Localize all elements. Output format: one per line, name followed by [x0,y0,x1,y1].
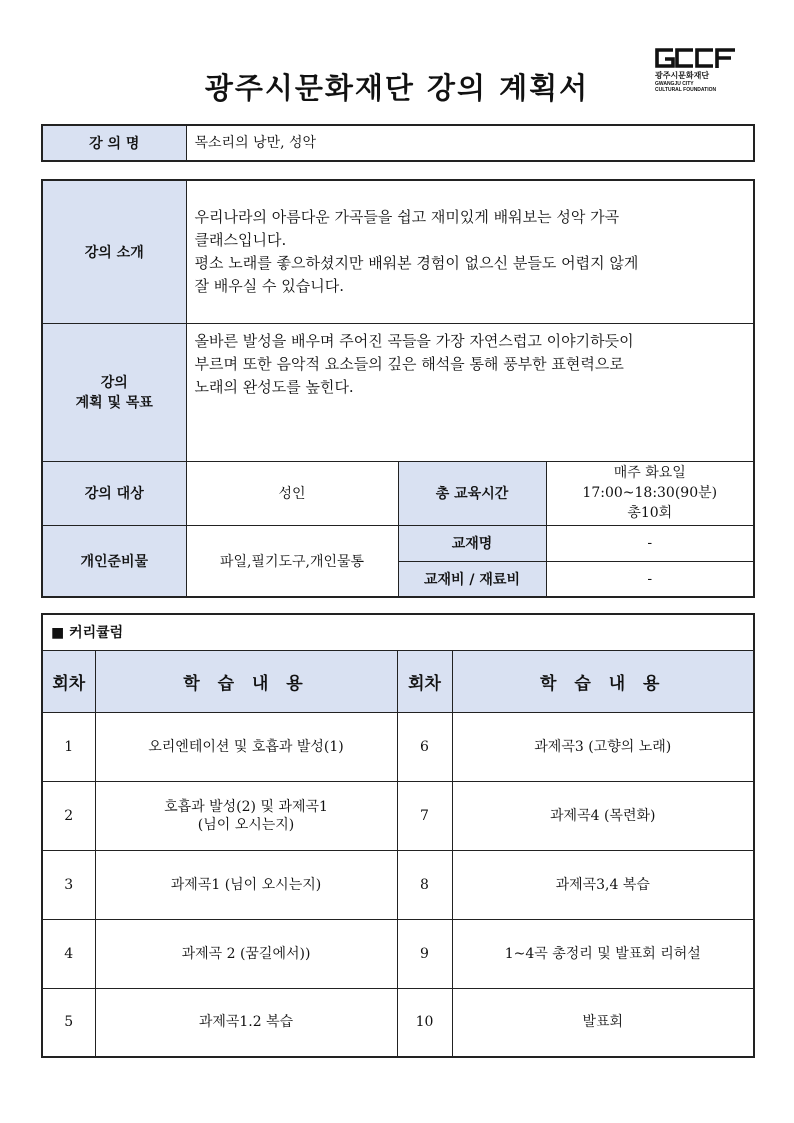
logo-korean-name: 광주시문화재단 [655,71,710,80]
curriculum-title: ■ 커리큘럼 [42,614,754,650]
session-content [95,988,397,1057]
content-line: 과제곡1.2 복습 [198,1014,294,1031]
plan-label-line: 계획 및 목표 [75,395,153,411]
intro-line: 클래스입니다. [194,230,287,249]
hours-line: 17:00~18:30(90분) [582,485,718,501]
course-name-table [41,124,755,162]
plan-line: 올바른 발성을 배우며 주어진 곡들을 가장 자연스럽고 이야기하듯이 [194,331,634,350]
content-header: 학 습 내 용 [95,650,397,712]
content-line: 과제곡3 (고향의 노래) [534,738,672,755]
session-content [452,712,754,781]
hours-value [546,461,754,525]
table-row [42,988,754,1057]
content-line: (님이 오시는지) [197,816,295,833]
intro-label: 강의 소개 [42,180,186,323]
logo-english-line1: GWANGJU CITY [655,81,694,87]
course-info-table [41,179,755,598]
prep-value: 파일,필기도구,개인물통 [186,525,398,597]
session-content [452,850,754,919]
session-content [452,919,754,988]
content-line: 과제곡1 (님이 오시는지) [170,876,322,893]
course-name-label: 강 의 명 [42,125,186,161]
textbook-label: 교재명 [398,525,546,561]
session-content [452,988,754,1057]
logo-english-line2: CULTURAL FOUNDATION [655,87,717,93]
content-header: 학 습 내 용 [452,650,754,712]
course-name-value: 목소리의 낭만, 성악 [186,125,754,161]
plan-line: 노래의 완성도를 높힌다. [194,377,354,396]
plan-label [42,323,186,461]
table-row [42,781,754,850]
content-line: 1~4곡 총정리 및 발표회 리허설 [504,945,701,962]
gccf-logo-mark [655,48,737,68]
curriculum-table [41,613,755,1058]
fee-label: 교재비 / 재료비 [398,561,546,597]
table-row [42,850,754,919]
prep-label: 개인준비물 [42,525,186,597]
session-header: 회차 [397,650,452,712]
fee-value: - [546,561,754,597]
hours-line: 총10회 [627,505,673,521]
session-number: 4 [42,919,95,988]
table-row [42,919,754,988]
content-line: 호흡과 발성(2) 및 과제곡1 [164,798,328,815]
session-content [452,781,754,850]
intro-line: 평소 노래를 좋으하셨지만 배워본 경험이 없으신 분들도 어렵지 않게 [194,253,639,272]
page-title: 광주시문화재단 강의 계획서 [204,71,590,105]
intro-line: 잘 배우실 수 있습니다. [194,276,344,295]
session-header: 회차 [42,650,95,712]
session-number: 1 [42,712,95,781]
session-number: 2 [42,781,95,850]
target-value: 성인 [186,461,398,525]
textbook-value: - [546,525,754,561]
table-row [42,712,754,781]
content-line: 과제곡4 (목련화) [550,807,656,824]
session-content [95,850,397,919]
content-line: 발표회 [582,1014,624,1031]
session-number: 10 [397,988,452,1057]
intro-line: 우리나라의 아름다운 가곡들을 쉽고 재미있게 배워보는 성악 가곡 [194,207,620,226]
session-number: 8 [397,850,452,919]
foundation-logo [655,48,745,93]
session-number: 5 [42,988,95,1057]
content-line: 과제곡 2 (꿈길에서)) [181,945,311,962]
session-content [95,781,397,850]
intro-text [186,180,754,323]
plan-line: 부르며 또한 음악적 요소들의 깊은 해석을 통해 풍부한 표현력으로 [194,354,624,373]
session-number: 7 [397,781,452,850]
hours-label: 총 교육시간 [398,461,546,525]
session-content [95,919,397,988]
target-label: 강의 대상 [42,461,186,525]
content-line: 오리엔테이션 및 호흡과 발성(1) [148,738,344,755]
session-number: 6 [397,712,452,781]
hours-line: 매주 화요일 [613,465,686,481]
plan-label-line: 강의 [100,375,128,391]
session-content [95,712,397,781]
plan-text [186,323,754,461]
session-number: 3 [42,850,95,919]
content-line: 과제곡3,4 복습 [555,876,650,893]
session-number: 9 [397,919,452,988]
